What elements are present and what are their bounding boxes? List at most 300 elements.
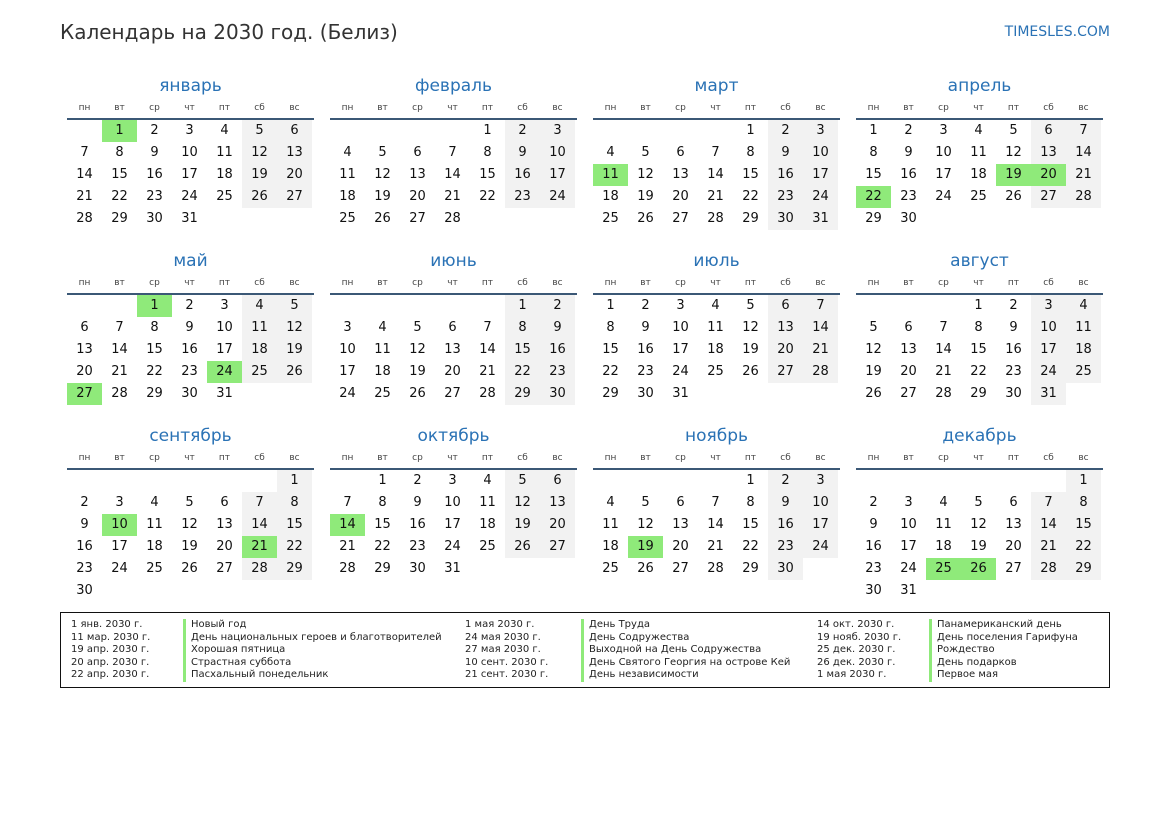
weekday-label: вс [552,278,563,288]
weekday-label: ср [412,103,423,113]
day-cell: 16 [76,539,93,554]
day-cell: 6 [448,320,457,335]
day-cell: 25 [926,558,961,580]
empty-cell [172,470,207,492]
day-cell: 8 [483,145,492,160]
day-cell: 7 [80,145,89,160]
day-cell: 21 [707,539,724,554]
weekday-label: пт [481,278,494,288]
day-cell: 24 [339,386,356,401]
empty-cell [593,470,628,492]
weekday-label: чт [710,103,721,113]
day-cell: 17 [181,167,198,182]
weekday-label: сб [1043,453,1054,463]
day-cell: 9 [641,320,650,335]
day-cell: 3 [448,473,457,488]
day-cell: 7 [115,320,124,335]
day-cell: 4 [343,145,352,160]
day-cell: 24 [540,186,575,208]
day-cell: 10 [102,514,137,536]
day-cell: 27 [768,361,803,383]
day-cell: 14 [935,342,952,357]
day-cell: 15 [865,167,882,182]
day-cell: 2 [768,470,803,492]
month-name: ноябрь [684,426,749,446]
day-cell: 15 [505,339,540,361]
week-row [593,164,840,186]
empty-cell [505,558,540,580]
day-cell: 18 [339,189,356,204]
day-cell: 23 [768,186,803,208]
day-cell: 29 [1066,558,1101,580]
legend-date: 1 мая 2030 г. [465,619,535,630]
legend-date: 22 апр. 2030 г. [71,669,150,680]
day-cell: 7 [1031,492,1066,514]
day-cell: 20 [216,539,233,554]
day-cell: 13 [672,167,689,182]
day-cell: 19 [181,539,198,554]
weekday-label: пн [78,103,91,113]
weekday-label: сб [254,278,265,288]
week-row [593,186,840,208]
day-cell: 15 [479,167,496,182]
legend-date: 24 мая 2030 г. [465,631,541,643]
day-cell: 24 [444,539,461,554]
empty-cell [277,580,312,602]
week-row [330,317,577,339]
weekday-label: пт [481,103,494,113]
day-cell: 2 [641,298,650,313]
week-row [856,536,1103,558]
weekday-header [593,273,840,295]
weekday-label: пн [867,453,880,463]
day-cell: 15 [742,517,759,532]
empty-cell [137,580,172,602]
day-cell: 1 [1066,470,1101,492]
weekday-label: вт [114,103,125,113]
day-cell: 31 [900,583,917,598]
week-row [856,164,1103,186]
day-cell: 14 [479,342,496,357]
day-cell: 23 [76,561,93,576]
day-cell: 1 [869,123,878,138]
legend-holiday-name: День подарков [929,657,1078,670]
day-cell: 4 [150,495,159,510]
day-cell: 18 [374,364,391,379]
day-cell: 3 [904,495,913,510]
empty-cell [102,470,137,492]
day-cell: 29 [374,561,391,576]
day-cell: 7 [803,295,838,317]
day-cell: 2 [768,120,803,142]
day-cell: 22 [277,536,312,558]
day-cell: 26 [865,386,882,401]
weekday-label: вс [1078,453,1089,463]
day-cell: 10 [540,142,575,164]
day-cell: 19 [970,539,987,554]
week-row [330,514,577,536]
month-name: август [950,251,1009,271]
empty-cell [961,208,996,230]
weekday-label: вс [289,278,300,288]
day-cell: 24 [935,189,952,204]
weekday-label: вс [815,278,826,288]
day-cell: 23 [505,186,540,208]
weekday-label: пн [867,278,880,288]
legend-holiday-name: День независимости [581,669,790,682]
day-cell: 18 [1066,339,1101,361]
week-row [856,580,1103,602]
day-cell: 17 [803,514,838,536]
weekday-label: ср [675,103,686,113]
empty-cell [628,470,663,492]
legend-date: 10 сент. 2030 г. [465,656,549,668]
day-cell: 23 [540,361,575,383]
day-cell: 6 [904,320,913,335]
day-cell: 12 [374,167,391,182]
site-link[interactable]: TIMESLES.COM [1004,24,1110,40]
day-cell: 2 [1009,298,1018,313]
empty-cell [698,120,733,142]
empty-cell [505,208,540,230]
day-cell: 1 [378,473,387,488]
day-cell: 25 [146,561,163,576]
legend-date: 11 мар. 2030 г. [71,631,151,643]
weekday-label: вт [903,453,914,463]
day-cell: 19 [865,364,882,379]
legend-names-column [929,619,1078,682]
weekday-header [330,98,577,120]
empty-cell [67,295,102,317]
weekday-label: вт [377,278,388,288]
day-cell: 8 [277,492,312,514]
day-cell: 6 [540,470,575,492]
empty-cell [470,208,505,230]
month-9 [67,424,314,602]
empty-cell [67,120,102,142]
day-cell: 7 [242,492,277,514]
weekday-label: пн [867,103,880,113]
weekday-header [330,273,577,295]
day-cell: 27 [444,386,461,401]
weekday-label: вт [903,103,914,113]
empty-cell [856,470,891,492]
legend-names-column [183,619,442,682]
weekday-label: вс [552,103,563,113]
day-cell: 14 [242,514,277,536]
day-cell: 2 [150,123,159,138]
day-cell: 3 [540,120,575,142]
month-name: январь [159,76,222,96]
legend-date: 14 окт. 2030 г. [817,619,895,630]
empty-cell [593,120,628,142]
day-cell: 27 [409,211,426,226]
day-cell: 4 [220,123,229,138]
empty-cell [926,295,961,317]
day-cell: 24 [803,186,838,208]
day-cell: 17 [935,167,952,182]
weekday-label: чт [973,453,984,463]
day-cell: 4 [606,145,615,160]
empty-cell [365,120,400,142]
day-cell: 12 [637,167,654,182]
day-cell: 11 [970,145,987,160]
legend-holiday-name: Панамериканский день [929,619,1078,632]
month-7 [593,249,840,405]
empty-cell [856,295,891,317]
day-cell: 22 [479,189,496,204]
day-cell: 7 [1066,120,1101,142]
day-cell: 23 [865,561,882,576]
day-cell: 14 [111,342,128,357]
weekday-header [593,98,840,120]
day-cell: 30 [540,383,575,405]
day-cell: 22 [505,361,540,383]
empty-cell [365,295,400,317]
week-row [67,558,314,580]
day-cell: 17 [111,539,128,554]
day-cell: 21 [803,339,838,361]
day-cell: 27 [900,386,917,401]
empty-cell [277,208,312,230]
week-row [856,142,1103,164]
day-cell: 13 [216,517,233,532]
empty-cell [330,120,365,142]
empty-cell [435,120,470,142]
day-cell: 9 [150,145,159,160]
legend-date: 19 нояб. 2030 г. [817,631,902,643]
weekday-label: вт [640,453,651,463]
weekday-label: чт [447,453,458,463]
day-cell: 6 [676,495,685,510]
day-cell: 8 [606,320,615,335]
day-cell: 8 [746,495,755,510]
week-row [67,383,314,405]
weekday-label: пн [604,103,617,113]
day-cell: 31 [216,386,233,401]
day-cell: 20 [900,364,917,379]
day-cell: 6 [413,145,422,160]
day-cell: 26 [961,558,996,580]
day-cell: 11 [1066,317,1101,339]
week-row [593,339,840,361]
day-cell: 22 [111,189,128,204]
day-cell: 15 [742,167,759,182]
day-cell: 19 [742,342,759,357]
day-cell: 24 [111,561,128,576]
weekday-label: вт [114,453,125,463]
day-cell: 10 [181,145,198,160]
day-cell: 25 [216,189,233,204]
weekday-label: чт [710,278,721,288]
day-cell: 3 [676,298,685,313]
month-3 [593,74,840,230]
weekday-label: пт [1007,103,1020,113]
week-row [856,120,1103,142]
day-cell: 18 [970,167,987,182]
legend-date: 1 мая 2030 г. [817,669,887,680]
legend-holiday-name: Выходной на День Содружества [581,644,790,657]
weekday-label: чт [710,453,721,463]
weekday-label: ср [675,453,686,463]
day-cell: 29 [742,211,759,226]
day-cell: 1 [974,298,983,313]
day-cell: 15 [602,342,619,357]
weekday-label: пт [1007,453,1020,463]
day-cell: 3 [115,495,124,510]
week-row [330,208,577,230]
legend-holiday-name: День Содружества [581,632,790,645]
weekday-label: чт [447,278,458,288]
weekday-label: чт [447,103,458,113]
page-title: Календарь на 2030 год. (Белиз) [60,20,398,44]
weekday-label: пт [218,278,231,288]
empty-cell [242,208,277,230]
day-cell: 30 [865,583,882,598]
day-cell: 26 [374,211,391,226]
day-cell: 28 [444,211,461,226]
day-cell: 19 [996,164,1031,186]
week-row [856,339,1103,361]
empty-cell [1031,208,1066,230]
month-name: июнь [430,251,477,271]
day-cell: 28 [1066,186,1101,208]
day-cell: 22 [1066,536,1101,558]
weekday-label: пт [744,103,757,113]
weekday-label: ср [149,278,160,288]
day-cell: 29 [602,386,619,401]
weekday-label: сб [780,103,791,113]
day-cell: 26 [505,536,540,558]
day-cell: 9 [904,145,913,160]
empty-cell [1066,208,1101,230]
week-row [330,142,577,164]
empty-cell [242,383,277,405]
weekday-label: вт [114,278,125,288]
legend-holiday-name: Рождество [929,644,1078,657]
weekday-label: ср [938,453,949,463]
week-row [856,558,1103,580]
day-cell: 16 [865,539,882,554]
legend-dates-column [817,619,901,682]
day-cell: 4 [483,473,492,488]
day-cell: 14 [444,167,461,182]
empty-cell [470,558,505,580]
week-row [330,492,577,514]
week-row [856,492,1103,514]
day-cell: 25 [970,189,987,204]
month-6 [330,249,577,405]
day-cell: 13 [76,342,93,357]
day-cell: 9 [768,142,803,164]
day-cell: 10 [444,495,461,510]
empty-cell [1066,383,1101,405]
weekday-label: пт [744,453,757,463]
empty-cell [926,580,961,602]
day-cell: 16 [1005,342,1022,357]
empty-cell [1031,470,1066,492]
week-row [856,361,1103,383]
week-row [67,361,314,383]
weekday-label: сб [780,278,791,288]
day-cell: 9 [768,492,803,514]
empty-cell [470,295,505,317]
day-cell: 16 [505,164,540,186]
legend-date: 25 дек. 2030 г. [817,644,896,655]
day-cell: 22 [970,364,987,379]
weekday-label: вс [289,103,300,113]
weekday-label: вт [903,278,914,288]
day-cell: 15 [111,167,128,182]
empty-cell [961,580,996,602]
week-row [67,470,314,492]
weekday-label: ср [938,278,949,288]
day-cell: 28 [339,561,356,576]
weekday-label: сб [1043,278,1054,288]
day-cell: 18 [242,339,277,361]
legend-date: 1 янв. 2030 г. [71,619,143,630]
weekday-label: пн [604,453,617,463]
weekday-label: пн [341,453,354,463]
week-row [856,295,1103,317]
month-5 [67,249,314,405]
day-cell: 19 [637,189,654,204]
day-cell: 8 [378,495,387,510]
weekday-label: пт [218,103,231,113]
week-row [67,580,314,602]
legend-holiday-name: День поселения Гарифуна [929,632,1078,645]
month-name: июль [693,251,740,271]
day-cell: 25 [602,561,619,576]
empty-cell [330,470,365,492]
day-cell: 11 [374,342,391,357]
day-cell: 28 [1031,558,1066,580]
day-cell: 8 [115,145,124,160]
day-cell: 14 [707,517,724,532]
day-cell: 4 [242,295,277,317]
day-cell: 15 [277,514,312,536]
empty-cell [207,580,242,602]
month-10 [330,424,577,580]
month-name: сентябрь [149,426,232,446]
day-cell: 27 [277,186,312,208]
week-row [330,186,577,208]
day-cell: 23 [900,189,917,204]
day-cell: 20 [672,189,689,204]
empty-cell [663,470,698,492]
day-cell: 1 [277,470,312,492]
day-cell: 4 [606,495,615,510]
day-cell: 17 [339,364,356,379]
day-cell: 15 [374,517,391,532]
day-cell: 2 [505,120,540,142]
day-cell: 4 [974,123,983,138]
weekday-label: чт [184,103,195,113]
weekday-label: ср [412,453,423,463]
day-cell: 23 [409,539,426,554]
legend-holiday-name: Новый год [183,619,442,632]
legend-date: 26 дек. 2030 г. [817,656,896,668]
day-cell: 23 [146,189,163,204]
day-cell: 21 [111,364,128,379]
day-cell: 13 [768,317,803,339]
empty-cell [996,470,1031,492]
day-cell: 2 [869,495,878,510]
legend-dates-column [465,619,548,682]
day-cell: 31 [672,386,689,401]
month-name: март [694,76,739,96]
day-cell: 27 [1031,186,1066,208]
